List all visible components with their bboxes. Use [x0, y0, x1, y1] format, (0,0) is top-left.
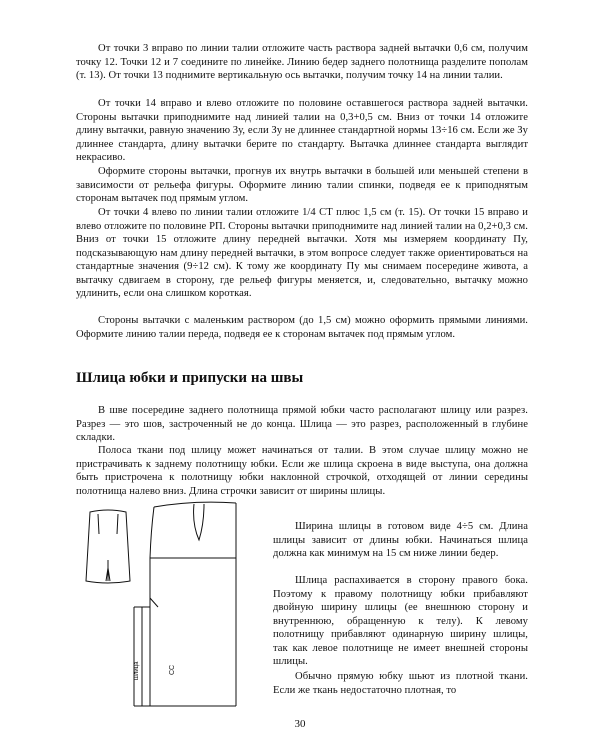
skirt-sketch-darts — [98, 514, 118, 534]
slit-stitch-line — [150, 598, 158, 607]
body-paragraph: От точки 4 влево по линии талии отложите 1/4 СТ плюс 1,5 см (т. 15). От точки 15 вправо и влево отложите по половине РП. Стороны вытачки приподнимите над линией талии на 0,2+0,3 см. Вниз от точки 15 отложите длину передней вытачки. Хотя мы измеряем координату Пу, подсказывающую нам длину передней вытачки, в этом вопросе следует также ориентироваться на стандартные значения (9÷12 см). К тому же координату Пу мы снимаем посередине живота, а вытачку сдвигаем в сторону, где рельеф фигуры меняется, и, следовательно, вытачку можно удлинить, если она слишком короткая. — [76, 207, 528, 299]
skirt-sketch — [86, 510, 130, 583]
body-paragraph: Ширина шлицы в готовом виде 4÷5 см. Длина шлицы зависит от длины юбки. Начинаться шлица должна как минимум на 15 см ниже линии бедер. — [273, 521, 528, 559]
body-paragraph: В шве посередине заднего полотнища прямой юбки часто располагают шлицу или разрез. Разрез — это шов, застроченный не до конца. Шлица — это разрез, расположенный в глубине складки. — [76, 405, 528, 443]
body-paragraph: Обычно прямую юбку шьют из плотной ткани. Если же ткань недостаточно плотная, то — [273, 671, 528, 696]
body-paragraph: Стороны вытачки с маленьким раствором (до 1,5 см) можно оформить прямыми линиями. Оформите линию талии переда, подведя ее к сторонам вытачек под прямым углом. — [76, 315, 528, 340]
skirt-pattern-drawing — [74, 470, 264, 720]
body-paragraph: От точки 3 вправо по линии талии отложите часть раствора задней вытачки 0,6 см, получим точку 12. Точки 12 и 7 соедините по линейке. Линию бедер заднего полотнища разделите пополам (т. 13). От точки 13 поднимите вертикальную ось вытачки, получим точку 14 на линии талии. — [76, 43, 528, 81]
body-paragraph: Оформите стороны вытачки, прогнув их внутрь вытачки в большей или меньшей степени в зависимости от рельефа фигуры. Оформите линию талии спинки, подведя ее к приподнятым сторонам вытачек под прямым углом. — [76, 166, 528, 204]
body-paragraph: От точки 14 вправо и влево отложите по половине оставшегося раствора задней вытачки. Стороны вытачки приподнимите над линией талии на 0,3+0,5 см. Вниз от точки 14 отложите длину вытачки, равную значению Зу, если Зу не длиннее стандартной нормы 13÷16 см. Если же Зу длиннее стандарта, длину вытачки берите по стандарту. Вытачка длиннее стандарта выглядит некрасиво. — [76, 98, 528, 163]
side-seam-curve — [150, 507, 154, 558]
body-paragraph: Полоса ткани под шлицу может начинаться от талии. В этом случае шлицу можно не пристрачивать к заднему полотнищу юбки. Если же шлица скроена в виде выступа, она должна быть пристрочена к полотнищу юбки наклонной строчкой, отходящей от линии середины полотнища налево вниз. Длина строчки зависит от ширины шлицы. — [76, 445, 528, 497]
waist-line — [154, 502, 236, 507]
back-dart — [194, 504, 204, 540]
page-number: 30 — [294, 718, 306, 730]
body-paragraph: Шлица распахивается в сторону правого бока. Поэтому к правому полотнищу юбки прибавляют двойную ширину шлицы (ее внешнюю сторону и внутреннюю, обращенную к телу). К левому полотнищу прибавляют одинарную ширину шлицы, так как левое полотнище не имеет внешней стороны шлицы. — [273, 575, 528, 667]
section-heading: Шлица юбки и припуски на швы — [76, 370, 304, 386]
skirt-slit-figure — [74, 470, 264, 720]
center-back-label: СС — [169, 664, 176, 675]
pattern-lines — [134, 502, 236, 706]
slit-label: шлица — [134, 661, 140, 680]
